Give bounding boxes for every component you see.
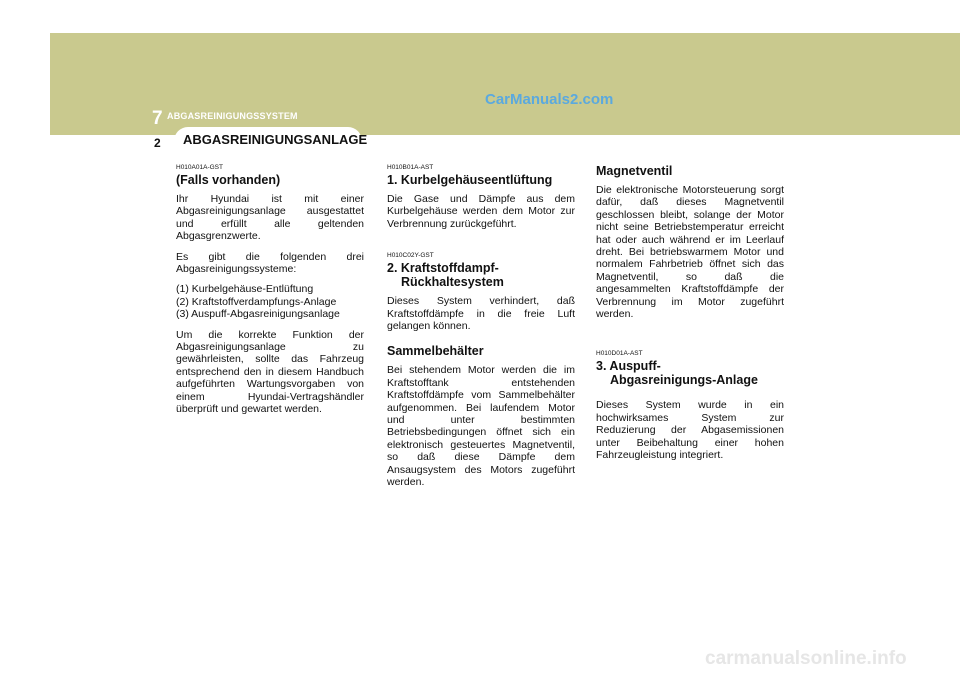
section-heading: 1. Kurbelgehäuseentlüftung bbox=[387, 173, 553, 187]
paragraph: Es gibt die folgenden drei Abgasreinigungssysteme: bbox=[176, 250, 364, 276]
heading-line: 3. Auspuff- bbox=[596, 359, 661, 374]
paragraph: Dieses System verhindert, daß Kraftstoffdämpfe in die freie Luft gelangen können. bbox=[387, 295, 575, 333]
paragraph: Die elektronische Motorsteuerung sorgt dafür, daß dieses Magnetventil geschlossen bleibt, solange der Motor nicht seine Betriebstemperatur erreicht hat oder auch während er im Leerlauf dreht. Bei betriebswarmem Motor und normalem Fahrbetrieb öffnet sich das Magnetventil, so daß die angesammelten Kraftstoffdämpfe der Verbrennung im Motor zugeführt werden. bbox=[596, 184, 784, 321]
subsection-heading: Magnetventil bbox=[596, 164, 673, 178]
section-code: H010C02Y-GST bbox=[387, 252, 434, 260]
heading-line: 2. Kraftstoffdampf- bbox=[387, 261, 499, 276]
systems-list bbox=[176, 283, 364, 320]
subsection-heading: Sammelbehälter bbox=[387, 344, 484, 359]
paragraph: Dieses System wurde in ein hochwirksames System zur Reduzierung der Abgasemissionen unter Beibehaltung einer hohen Fahrzeugleistung integriert. bbox=[596, 399, 784, 462]
section-heading bbox=[596, 359, 784, 387]
section-code: H010D01A-AST bbox=[596, 350, 643, 358]
section-title: ABGASREINIGUNGSANLAGE bbox=[183, 132, 368, 147]
list-item: (1) Kurbelgehäuse-Entlüftung bbox=[176, 283, 314, 296]
section-heading bbox=[387, 261, 575, 289]
paragraph: Um die korrekte Funktion der Abgasreinigungsanlage zu gewährleisten, sollte das Fahrzeug entsprechend den in diesem Handbuch aufgeführten Wartungsvorgaben von einem Hyundai-Vertragshändler überprüft und gewartet werden. bbox=[176, 328, 364, 416]
paragraph: Bei stehendem Motor werden die im Kraftstofftank entstehenden Kraftstoffdämpfe vom Sammelbehälter aufgenommen. Bei laufendem Motor und unter bestimmten Betriebsbedingungen öffnet sich ein elektronisch gesteuertes Magnetventil, so daß diese Dämpfe dem Ansaugsystem des Motors zugeführt werden. bbox=[387, 364, 575, 489]
section-code: H010A01A-GST bbox=[176, 164, 223, 171]
watermark-link[interactable]: CarManuals2.com bbox=[485, 91, 614, 108]
heading-line: Abgasreinigungs-Anlage bbox=[610, 373, 758, 388]
column-1 bbox=[176, 164, 364, 424]
page-number: 2 bbox=[154, 136, 161, 150]
list-item: (2) Kraftstoffverdampfungs-Anlage bbox=[176, 295, 337, 308]
section-code: H010B01A-AST bbox=[387, 164, 434, 171]
section-heading: (Falls vorhanden) bbox=[176, 173, 281, 187]
heading-line: Rückhaltesystem bbox=[401, 275, 504, 290]
chapter-title: ABGASREINIGUNGSSYSTEM bbox=[167, 111, 298, 121]
paragraph: Ihr Hyundai ist mit einer Abgasreinigungsanlage ausgestattet und erfüllt alle geltenden Abgasgrenzwerte. bbox=[176, 193, 364, 243]
column-3 bbox=[596, 164, 784, 470]
paragraph: Die Gase und Dämpfe aus dem Kurbelgehäuse werden dem Motor zur Verbrennung zurückgeführt. bbox=[387, 193, 575, 230]
watermark-text: carmanualsonline.info bbox=[705, 648, 907, 669]
chapter-number: 7 bbox=[152, 108, 163, 129]
column-2 bbox=[387, 164, 575, 497]
list-item: (3) Auspuff-Abgasreinigungsanlage bbox=[176, 308, 340, 321]
